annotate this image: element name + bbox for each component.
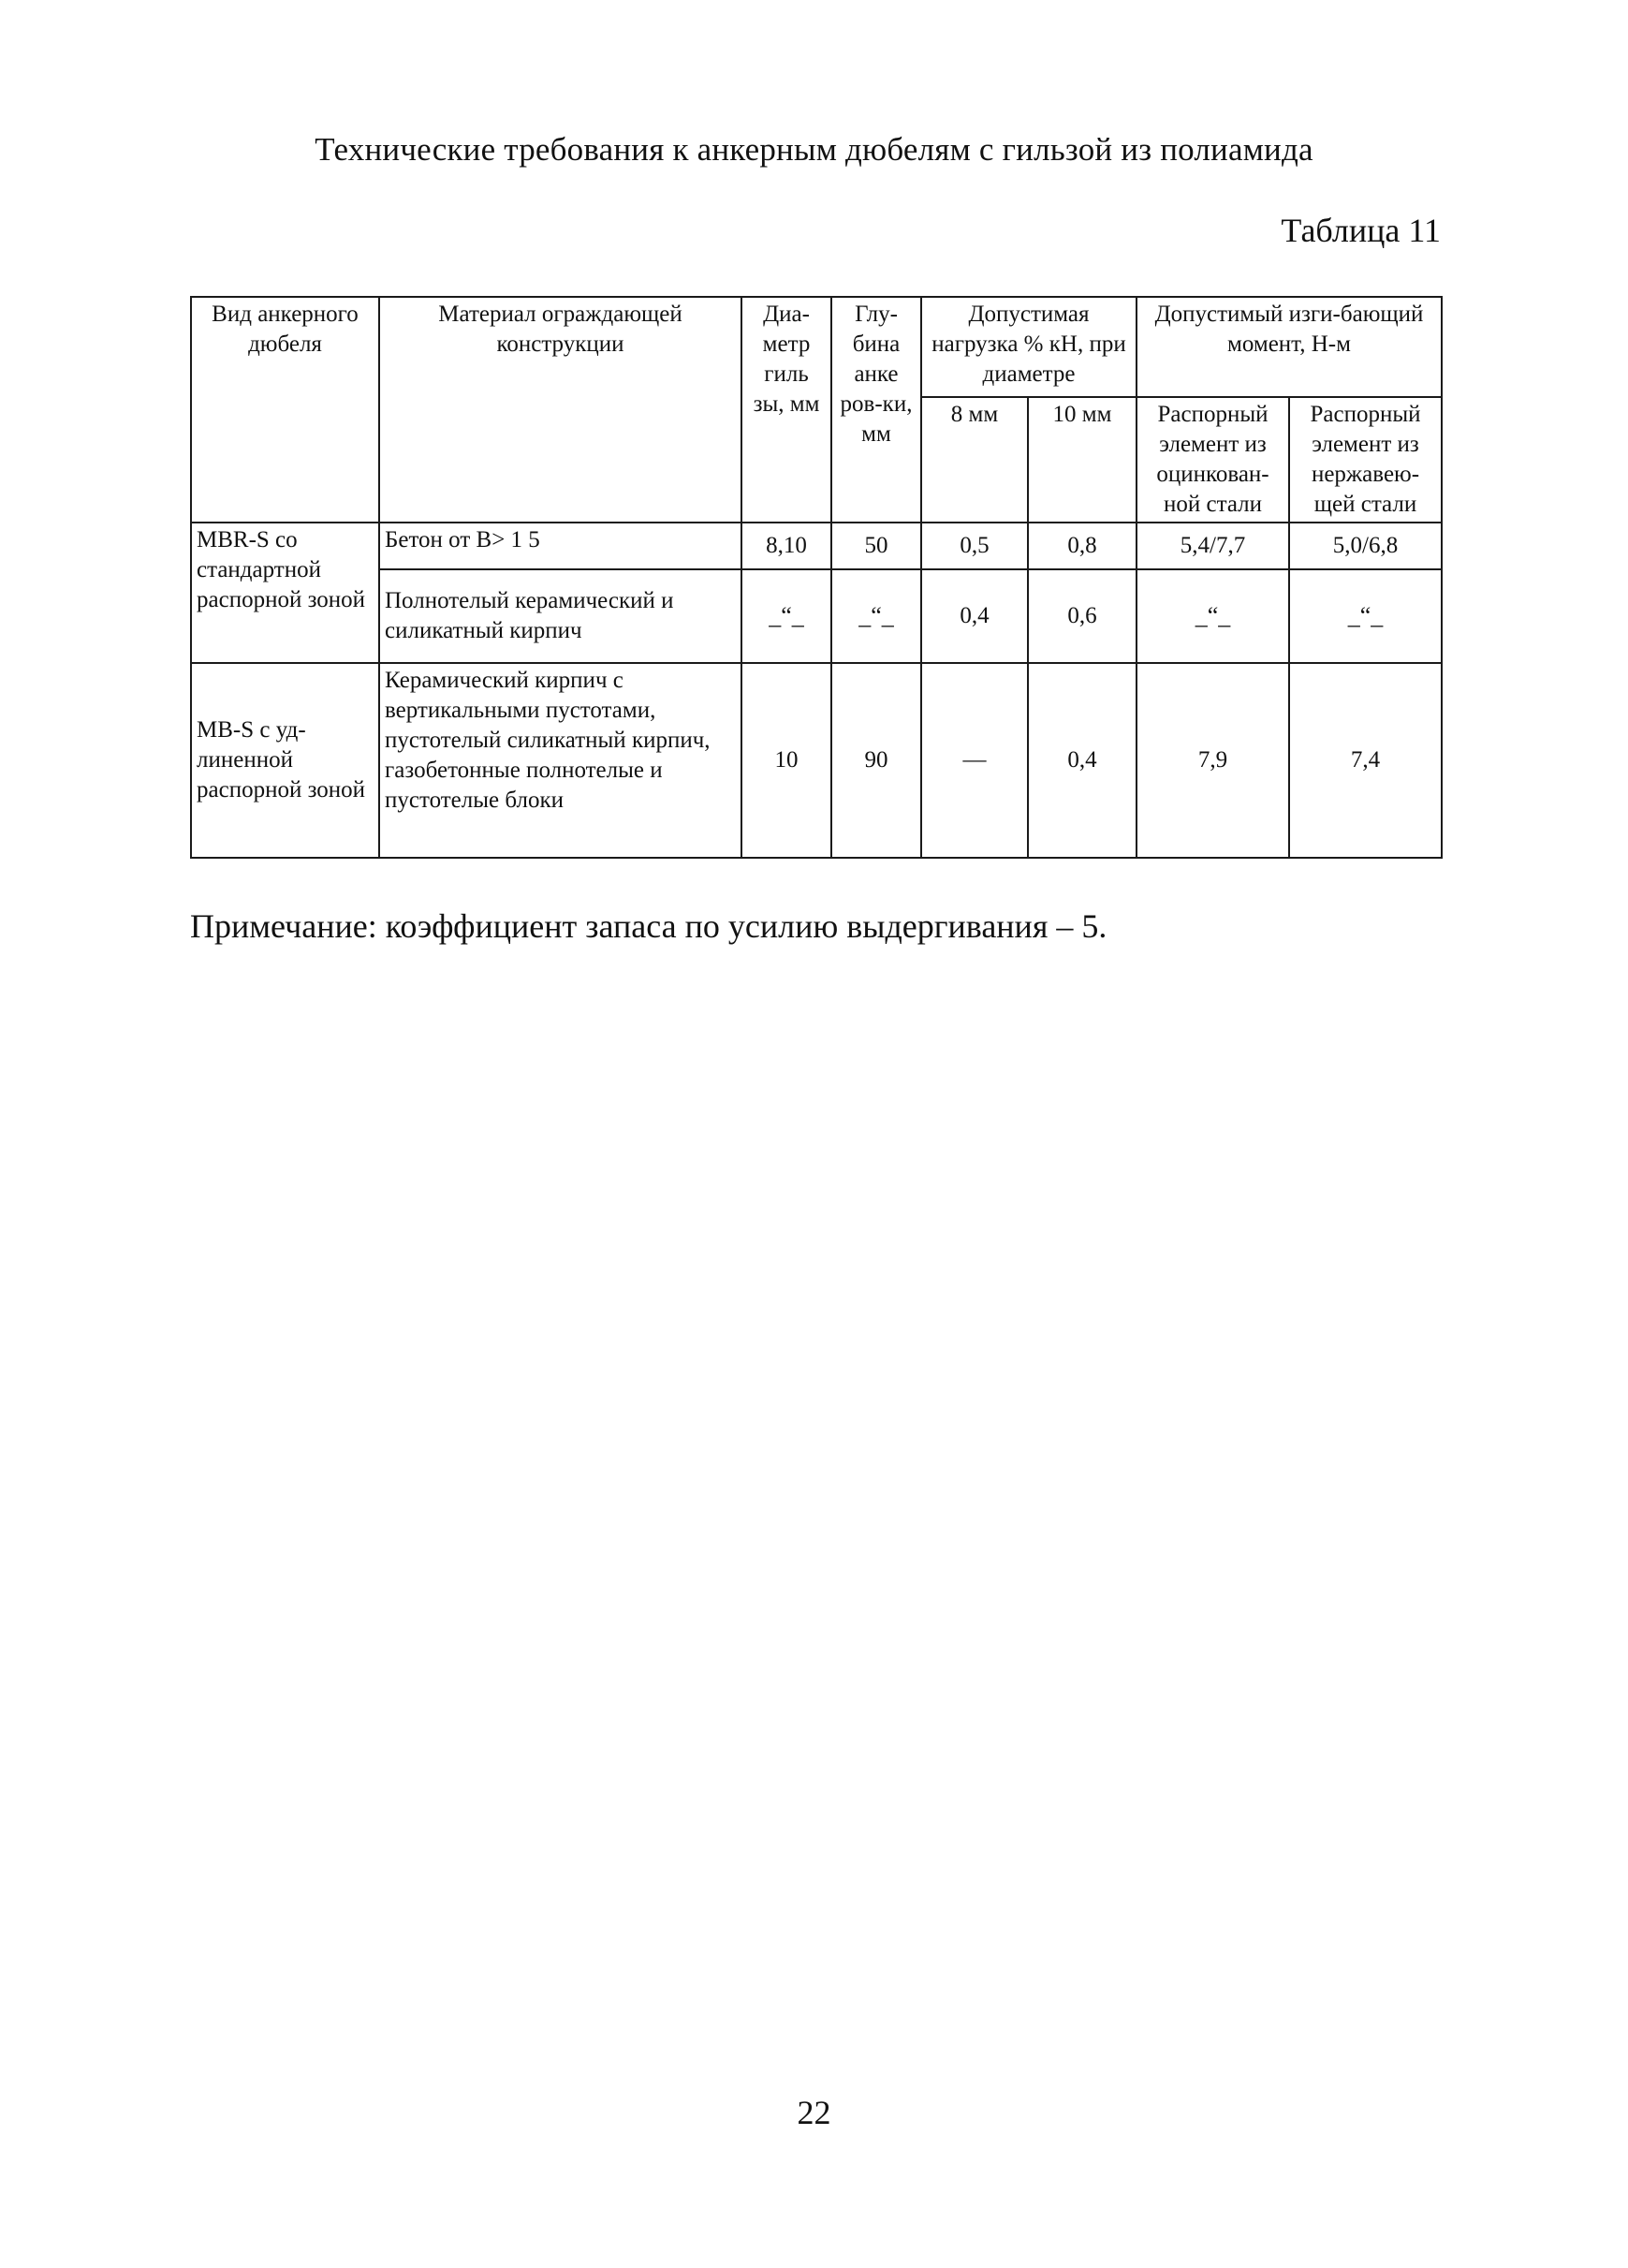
cell-moment-stainless: 7,4 (1289, 663, 1442, 858)
cell-load-8mm: — (921, 663, 1028, 858)
header-diameter: Диа-метр гиль зы, мм (741, 297, 831, 523)
cell-diameter: 8,10 (741, 523, 831, 569)
cell-depth: _“_ (831, 569, 921, 663)
header-moment: Допустимый изги-бающий момент, Н-м (1137, 297, 1442, 397)
table-header-row (191, 297, 1442, 397)
header-material: Материал ограждающей конструкции (379, 297, 741, 523)
cell-moment-stainless: 5,0/6,8 (1289, 523, 1442, 569)
cell-moment-stainless: _“_ (1289, 569, 1442, 663)
cell-material: Полнотелый керамический и силикатный кирпич (379, 569, 741, 663)
cell-load-8mm: 0,5 (921, 523, 1028, 569)
cell-load-10mm: 0,8 (1028, 523, 1137, 569)
document-title: Технические требования к анкерным дюбелям с гильзой из полиамида (315, 131, 1313, 168)
header-moment-stainless: Распорный элемент из нержавею-щей стали (1289, 397, 1442, 523)
cell-type: MBR-S со стандартной распорной зоной (191, 523, 379, 663)
header-type: Вид анкерного дюбеля (191, 297, 379, 523)
cell-type: MB-S с уд-линенной распорной зоной (191, 663, 379, 858)
cell-load-10mm: 0,4 (1028, 663, 1137, 858)
cell-depth: 50 (831, 523, 921, 569)
cell-depth: 90 (831, 663, 921, 858)
cell-moment-zinc: 5,4/7,7 (1137, 523, 1289, 569)
cell-load-8mm: 0,4 (921, 569, 1028, 663)
table-row (191, 663, 1442, 858)
cell-load-10mm: 0,6 (1028, 569, 1137, 663)
spec-table (190, 296, 1443, 859)
header-load: Допустимая нагрузка % кН, при диаметре (921, 297, 1137, 397)
cell-diameter: 10 (741, 663, 831, 858)
cell-material: Керамический кирпич с вертикальными пустотами, пустотелый силикатный кирпич, газобетонные полнотелые и пустотелые блоки (379, 663, 741, 858)
cell-diameter: _“_ (741, 569, 831, 663)
cell-moment-zinc: 7,9 (1137, 663, 1289, 858)
table-note: Примечание: коэффициент запаса по усилию выдергивания – 5. (190, 907, 1107, 945)
cell-moment-zinc: _“_ (1137, 569, 1289, 663)
header-load-8mm: 8 мм (921, 397, 1028, 523)
cell-material: Бетон от В> 1 5 (379, 523, 741, 569)
table-row (191, 523, 1442, 569)
header-load-10mm: 10 мм (1028, 397, 1137, 523)
table-label: Таблица 11 (1281, 212, 1441, 249)
table-row (191, 569, 1442, 663)
page-number: 22 (797, 2094, 831, 2131)
header-moment-zinc: Распорный элемент из оцинкован-ной стали (1137, 397, 1289, 523)
header-depth: Глу-бина анке ров-ки, мм (831, 297, 921, 523)
